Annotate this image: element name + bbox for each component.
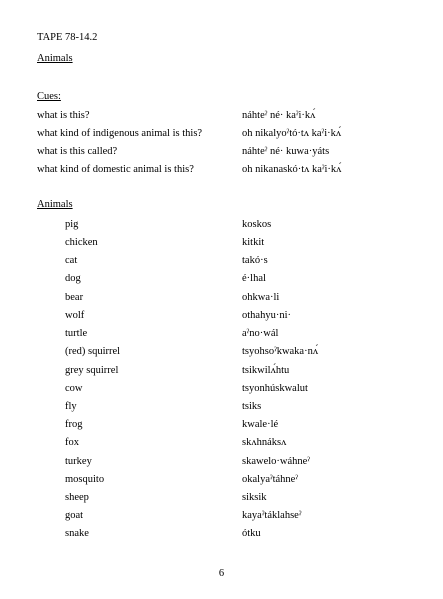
tape-label: TAPE 78-14.2 <box>37 32 98 43</box>
animal-english: sheep <box>65 492 89 503</box>
animal-native: othahyu·ni· <box>242 310 291 321</box>
animal-native: koskos <box>242 219 272 230</box>
animal-english: turtle <box>65 328 88 339</box>
animal-native: skawelo·wáhneˀ <box>242 456 310 467</box>
animal-english: cow <box>65 383 83 394</box>
animal-english: turkey <box>65 456 92 467</box>
animal-native: takó·s <box>242 255 268 266</box>
cue-english: what is this called? <box>37 146 118 157</box>
animal-english: (red) squirrel <box>65 346 121 357</box>
animal-native: ohkwa·li <box>242 292 280 303</box>
animal-english: fly <box>65 401 77 412</box>
cue-native: oh nikanaskó·tʌ kaˀi·kʌ́ <box>242 164 342 175</box>
animal-native: é·lhal <box>242 273 266 284</box>
animal-english: fox <box>65 437 79 448</box>
animal-native: tsyohsoˀkwaka·nʌ́ <box>242 346 319 357</box>
animal-native: kitkit <box>242 237 265 248</box>
animal-native: okalyaˀtáhneˀ <box>242 474 298 485</box>
animal-english: frog <box>65 419 83 430</box>
animal-english: bear <box>65 292 84 303</box>
cue-native: náhteˀ né· kuwa·yáts <box>242 146 330 157</box>
animal-english: dog <box>65 273 81 284</box>
cue-english: what kind of domestic animal is this? <box>37 164 194 175</box>
animal-english: mosquito <box>65 474 105 485</box>
animal-english: cat <box>65 255 78 266</box>
animal-english: wolf <box>65 310 85 321</box>
animal-english: snake <box>65 528 89 539</box>
animal-native: skʌhnáksʌ <box>242 437 287 448</box>
animal-english: chicken <box>65 237 98 248</box>
cue-english: what is this? <box>37 110 90 121</box>
animal-native: aˀno·wál <box>242 328 279 339</box>
cue-native: náhteˀ né· kaˀi·kʌ́ <box>242 110 316 121</box>
animal-native: tsiks <box>242 401 262 412</box>
animal-native: ótku <box>242 528 261 539</box>
animal-native: kwale·lé <box>242 419 279 430</box>
animal-native: kayaˀtáklahseˀ <box>242 510 302 521</box>
animal-native: tsikwilʌ́htu <box>242 365 290 376</box>
animal-english: pig <box>65 219 79 230</box>
animals-heading: Animals <box>37 199 73 210</box>
animal-english: grey squirrel <box>65 365 119 376</box>
animal-english: goat <box>65 510 84 521</box>
section-title: Animals <box>37 53 73 64</box>
cue-native: oh nikalyoˀtó·tʌ kaˀi·kʌ́ <box>242 128 342 139</box>
animal-native: tsyonhúskwalut <box>242 383 308 394</box>
page-number: 6 <box>218 568 225 579</box>
cues-heading: Cues: <box>37 91 61 102</box>
cue-english: what kind of indigenous animal is this? <box>37 128 203 139</box>
animal-native: siksik <box>242 492 267 503</box>
